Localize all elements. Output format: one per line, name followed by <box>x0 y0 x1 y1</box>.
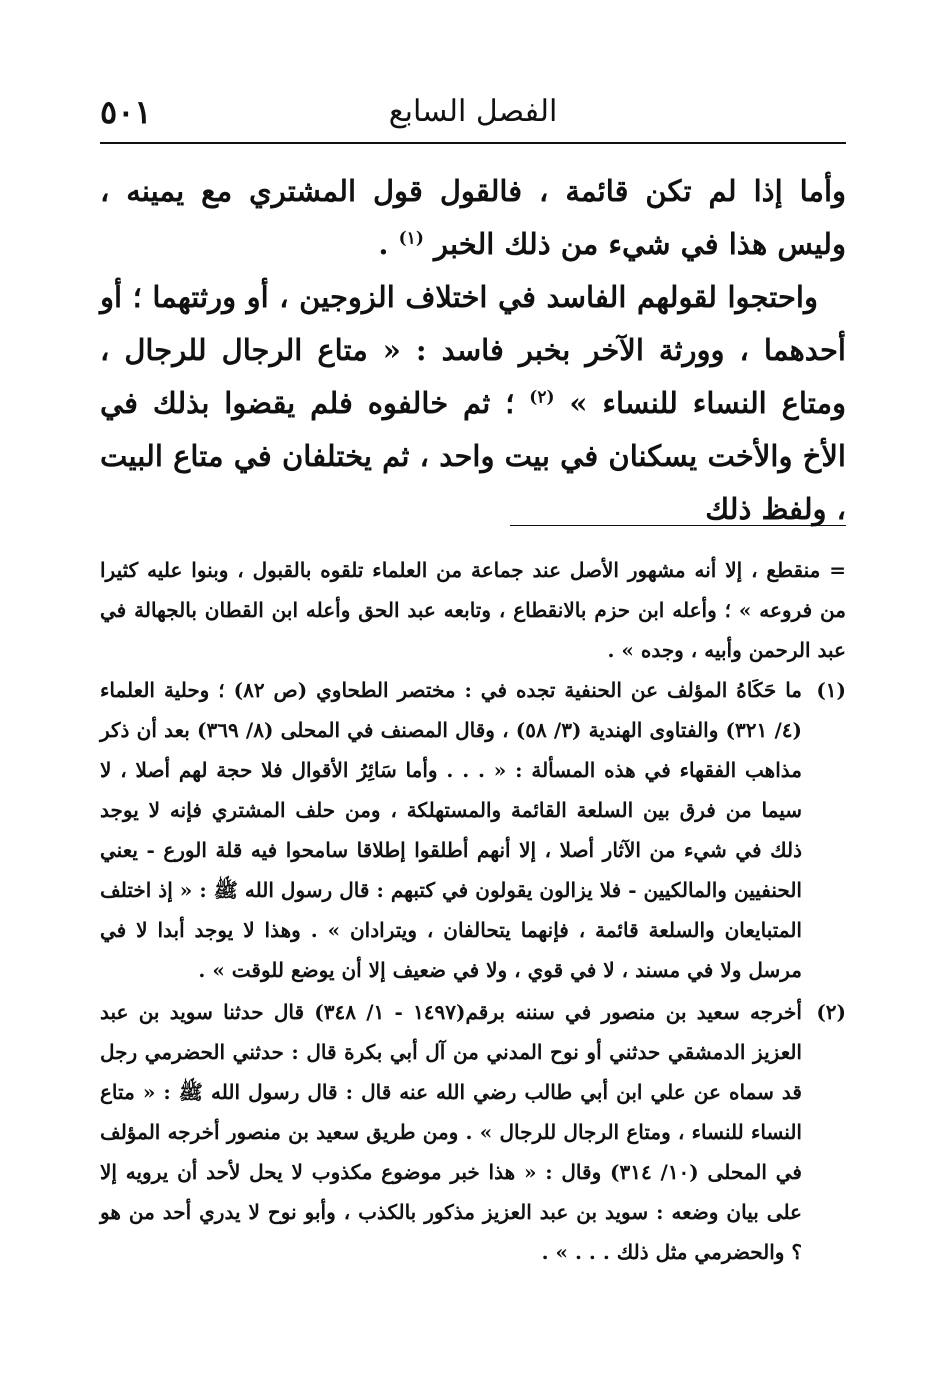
main-paragraph-1 <box>100 165 846 271</box>
paragraph-1-text: وأما إذا لم تكن قائمة ، فالقول قول المشتري مع يمينه ، وليس هذا في شيء من ذلك الخبر <box>100 174 847 261</box>
footnote-ref-2: (٢) <box>529 387 555 408</box>
page-number: ٥٠١ <box>100 93 152 131</box>
footnote-continuation: = منقطع ، إلا أنه مشهور الأصل عند جماعة من العلماء تلقوه بالقبول ، وبنوا عليه كثيرا من فروعه » ؛ وأعله ابن حزم بالانقطاع ، وتابعه عبد الحق وأعله ابن القطان بالجهالة في عبد الرحمن وأبيه ، وجده » . <box>100 558 846 662</box>
header-rule <box>100 142 846 144</box>
footnote-1 <box>100 670 846 990</box>
footnote-text: أخرجه سعيد بن منصور في سننه برقم(١٤٩٧ - ١/ ٣٤٨) قال حدثنا سويد بن عبد العزيز الدمشقي حدثني أو نوح المدني من آل أبي بكرة قال : حدثني الحضرمي رجل قد سماه عن علي ابن أبي طالب رضي الله عنه قال : قال رسول الله ﷺ : « متاع النساء للنساء ، ومتاع الرجال للرجال » . ومن طريق سعيد بن منصور أخرجه المؤلف في المحلى (١٠/ ٣١٤) وقال : « هذا خبر موضوع مكذوب لا يحل لأحد أن يرويه إلا على بيان وضعه : سويد بن عبد العزيز مذكور بالكذب ، وأبو نوح لا يدري أحد من هو ؟ والحضرمي مثل ذلك . . . » . <box>100 1000 802 1264</box>
page-header <box>100 92 846 140</box>
footnote-number: (١) <box>816 678 846 702</box>
chapter-title: الفصل السابع <box>388 94 558 129</box>
footnote-2 <box>100 992 846 1272</box>
paragraph-2-text-b: ؛ ثم خالفوه فلم يقضوا بذلك في الأخ والأخت يسكنان في بيت واحد ، ثم يختلفان في متاع البيت ، ولفظ ذلك <box>100 386 846 526</box>
main-text <box>100 165 846 536</box>
footnote-ref-1: (١) <box>398 228 424 249</box>
footnote-number: (٢) <box>816 1000 846 1024</box>
main-paragraph-2 <box>100 271 846 536</box>
footnote-text: ما حَكَاهُ المؤلف عن الحنفية تجده في : مختصر الطحاوي (ص ٨٢) ؛ وحلية العلماء (٤/ ٣٢١) والفتاوى الهندية (٣/ ٥٨) ، وقال المصنف في المحلى (٨/ ٣٦٩) بعد أن ذكر مذاهب الفقهاء في هذه المسألة : « . . . وأما سَائِرُ الأقوال فلا حجة لهم أصلا ، لا سيما من فرق بين السلعة القائمة والمستهلكة ، ومن حلف المشتري فإنه لا يوجد ذلك في شيء من الآثار أصلا ، إلا أنهم أطلقوا إطلاقا سامحوا فيه قلة الورع - يعني الحنفيين والمالكيين - فلا يزالون يقولون في كتبهم : قال رسول الله ﷺ : « إذ اختلف المتبايعان والسلعة قائمة ، فإنهما يتحالفان ، ويترادان » . وهذا لا يوجد أبدا لا في مرسل ولا في مسند ، لا في قوي ، ولا في ضعيف إلا أن يوضع للوقت » . <box>100 678 803 982</box>
paragraph-2-text-a: واحتجوا لقولهم الفاسد في اختلاف الزوجين ، أو ورثتهما ؛ أو أحدهما ، وورثة الآخر بخبر فاسد : « متاع الرجال للرجال ، ومتاع النساء للنساء » <box>100 280 846 420</box>
paragraph-1-end: . <box>378 227 399 261</box>
footnotes <box>100 550 846 1272</box>
footnote-separator <box>510 525 846 526</box>
